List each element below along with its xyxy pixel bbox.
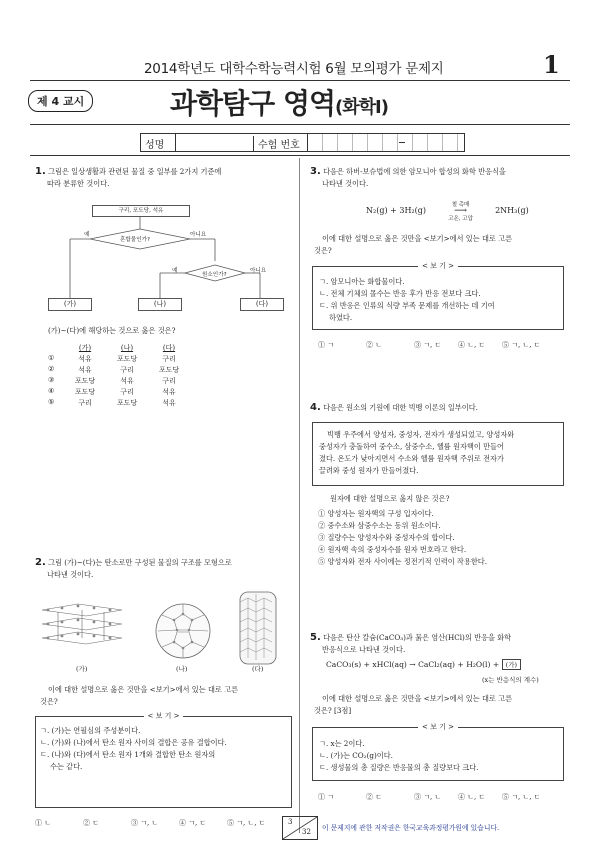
q1-text-line1: 그림은 일상생활과 관련된 물질 중 일부를 2가지 기준에 xyxy=(48,167,222,176)
q3-bogi-item: ㄱ. 암모니아는 화합물이다. xyxy=(319,277,405,286)
q1-cell: 포도당 xyxy=(158,366,180,374)
q1-answer-table xyxy=(48,343,190,409)
q5-text-line2: 반응식으로 나타낸 것이다. xyxy=(322,645,406,654)
q4-option-1[interactable]: ① 양성자는 원자핵의 구성 입자이다. xyxy=(318,509,434,518)
question-5 xyxy=(310,632,568,656)
q1-cell: 구리 xyxy=(162,355,176,363)
q1-cell: 석유 xyxy=(120,377,134,385)
exam-number-label: 수험 번호 xyxy=(253,136,300,151)
q1-flow-yes: 예 xyxy=(84,232,90,238)
q4-option-2[interactable]: ② 중수소와 삼중수소는 동위 원소이다. xyxy=(318,521,441,530)
question-2 xyxy=(35,557,293,581)
page-number-box xyxy=(282,816,318,840)
q1-header-c: (다) xyxy=(162,344,176,352)
q3-text-line1: 다음은 하버-보슈법에 의한 암모니아 합성의 화학 반응식을 xyxy=(323,167,506,176)
q5-bogi-item: ㄷ. 생성물의 총 질량은 반응물의 총 질량보다 크다. xyxy=(319,763,479,772)
q3-question xyxy=(314,233,570,257)
q2-bogi-box xyxy=(35,712,292,808)
q3-choices xyxy=(318,340,558,350)
q3-equation-right: 2NH₃(g) xyxy=(495,206,529,215)
exam-title: 2014학년도 대학수학능력시험 6월 모의평가 문제지 xyxy=(144,61,444,77)
q1-cell: 구리 xyxy=(120,366,134,374)
q5-question-line2: 것은? [3점] xyxy=(314,706,352,715)
q2-bogi-item: ㄷ. (나)와 (다)에서 탄소 원자 1개와 결합한 탄소 원자의 xyxy=(40,750,216,759)
q1-option-row[interactable] xyxy=(48,398,190,409)
q2-bogi-item: ㄴ. (가)와 (나)에서 탄소 원자 사이의 결합은 공유 결합이다. xyxy=(40,738,227,747)
q1-option-row[interactable] xyxy=(48,365,190,376)
q3-bogi-item: ㄷ. 위 반응은 인류의 식량 부족 문제를 개선하는 데 기여 xyxy=(319,301,495,310)
question-4 xyxy=(310,402,568,414)
q4-passage-line: 졌다. 온도가 낮아지면서 수소와 헬륨 원자핵 주위로 전자가 xyxy=(319,454,504,463)
q3-equation xyxy=(366,200,529,222)
header-rule-mid xyxy=(30,124,570,125)
question-1 xyxy=(35,166,290,190)
q1-cell: 석유 xyxy=(162,399,176,407)
q2-fig-b-label: (나) xyxy=(176,665,188,673)
q1-cell: 석유 xyxy=(162,388,176,396)
q2-graphite-figure xyxy=(38,600,126,650)
q1-box-c: (다) xyxy=(240,298,284,311)
q5-bogi-title: < 보 기 > xyxy=(418,722,458,732)
q5-number: 5. xyxy=(310,632,321,643)
q4-passage-line: 중성자가 충돌하여 중수소, 삼중수소, 헬륨 원자핵이 만들어 xyxy=(319,442,504,451)
q1-cell: 포도당 xyxy=(116,355,138,363)
q4-passage-line: 끌려와 중성 원자가 만들어졌다. xyxy=(319,466,419,475)
q5-bogi-item: ㄱ. x는 2이다. xyxy=(319,739,365,748)
q2-choice-5[interactable]: ⑤ ㄱ, ㄴ, ㄷ xyxy=(227,819,266,827)
q3-question-line2: 것은? xyxy=(314,246,332,255)
q1-cell: 포도당 xyxy=(74,377,96,385)
q1-option-row[interactable] xyxy=(48,376,190,387)
q2-number: 2. xyxy=(35,557,46,568)
q3-choice-3[interactable]: ③ ㄱ, ㄷ xyxy=(414,341,442,349)
q3-choice-1[interactable]: ① ㄱ xyxy=(318,341,334,349)
copyright-notice: 이 문제지에 관한 저작권은 한국교육과정평가원에 있습니다. xyxy=(322,824,500,832)
q5-question xyxy=(314,693,570,717)
q1-cell: 포도당 xyxy=(116,399,138,407)
q1-flow-yes2: 예 xyxy=(172,268,178,274)
q1-flow-no2: 아니요 xyxy=(250,268,267,274)
q3-bogi-item: ㄴ. 전체 기체의 몰수는 반응 후가 반응 전보다 크다. xyxy=(319,289,481,298)
q2-choice-2[interactable]: ② ㄷ xyxy=(83,819,99,827)
q1-flow-q1: 혼합물인가? xyxy=(120,237,150,243)
q2-nanotube-figure xyxy=(236,590,280,666)
q2-fig-c-label: (다) xyxy=(252,665,264,673)
q5-choice-4[interactable]: ④ ㄴ, ㄷ xyxy=(458,793,486,801)
q4-text-line1: 다음은 원소의 기원에 대한 빅뱅 이론의 일부이다. xyxy=(323,403,478,412)
q4-option-3[interactable]: ③ 질량수는 양성자수와 중성자수의 합이다. xyxy=(318,533,455,542)
q4-passage-line: 빅뱅 우주에서 양성자, 중성자, 전자가 생성되었고, 양성자와 xyxy=(327,430,515,439)
question-3 xyxy=(310,166,568,190)
q2-choice-1[interactable]: ① ㄴ xyxy=(35,819,51,827)
q5-bogi-item: ㄴ. (가)는 CO₂(g)이다. xyxy=(319,751,393,760)
q4-options xyxy=(318,508,568,568)
q1-option-marker: ② xyxy=(48,365,55,373)
q5-choice-5[interactable]: ⑤ ㄱ, ㄴ, ㄷ xyxy=(502,793,541,801)
q1-option-marker: ⑤ xyxy=(48,398,55,406)
q1-flow-no: 아니요 xyxy=(190,232,207,238)
q5-choices xyxy=(318,792,558,802)
subject-title xyxy=(170,82,388,122)
q1-header-b: (나) xyxy=(120,344,134,352)
q4-option-5[interactable]: ⑤ 양성자와 전자 사이에는 정전기적 인력이 작용한다. xyxy=(318,557,487,566)
exam-number-dash xyxy=(399,142,405,143)
q1-header-a: (가) xyxy=(78,344,92,352)
q4-option-4[interactable]: ④ 원자핵 속의 중성자수를 원자 번호라고 한다. xyxy=(318,545,467,554)
q3-choice-5[interactable]: ⑤ ㄱ, ㄴ, ㄷ xyxy=(502,341,541,349)
name-exam-row xyxy=(140,133,465,152)
q2-fullerene-figure xyxy=(152,600,214,662)
q3-bogi-item: 하였다. xyxy=(329,313,353,322)
q3-equation-arrow: ⟶ xyxy=(454,206,467,216)
q2-choice-3[interactable]: ③ ㄱ, ㄴ xyxy=(131,819,159,827)
q3-equation-above: 철 촉매 xyxy=(451,202,470,208)
q2-bogi-item: ㄱ. (가)는 연필심의 주성분이다. xyxy=(40,726,141,735)
q1-cell: 구리 xyxy=(162,377,176,385)
q3-number: 3. xyxy=(310,166,321,177)
q2-question-line1: 이에 대한 설명으로 옳은 것만을 <보기>에서 있는 대로 고른 xyxy=(48,685,239,694)
q5-question-line1: 이에 대한 설명으로 옳은 것만을 <보기>에서 있는 대로 고른 xyxy=(322,694,513,703)
q1-option-marker: ④ xyxy=(48,387,55,395)
q2-fig-a-label: (가) xyxy=(76,665,88,673)
q5-equation xyxy=(326,659,521,670)
subject-sub: (화학Ⅰ) xyxy=(335,97,388,118)
q4-question: 원자에 대한 설명으로 옳지 않은 것은? xyxy=(330,494,450,503)
header-rule-top xyxy=(30,80,570,81)
q5-bogi-box xyxy=(312,723,564,781)
q5-choice-2[interactable]: ② ㄷ xyxy=(366,793,382,801)
q5-equation-note: (x는 반응식의 계수) xyxy=(482,676,539,684)
subject-main: 과학탐구 영역 xyxy=(170,87,336,120)
q1-box-b: (나) xyxy=(138,298,182,311)
page-number-top: 3 xyxy=(288,818,293,826)
q3-choice-4[interactable]: ④ ㄴ, ㄷ xyxy=(458,341,486,349)
q2-choices xyxy=(35,818,287,828)
name-label: 성명 xyxy=(145,140,165,151)
q3-question-line1: 이에 대한 설명으로 옳은 것만을 <보기>에서 있는 대로 고른 xyxy=(322,234,513,243)
q1-cell: 석유 xyxy=(78,355,92,363)
q4-number: 4. xyxy=(310,402,321,413)
q1-cell: 구리 xyxy=(78,399,92,407)
q2-choice-4[interactable]: ④ ㄱ, ㄷ xyxy=(179,819,207,827)
q5-choice-1[interactable]: ① ㄱ xyxy=(318,793,334,801)
q3-text-line2: 나타낸 것이다. xyxy=(322,179,369,188)
q2-question xyxy=(40,684,296,708)
name-field[interactable] xyxy=(175,134,246,151)
q1-flow-q2: 원소인가? xyxy=(202,272,227,278)
q1-option-row[interactable] xyxy=(48,354,190,365)
q2-bogi-title: < 보 기 > xyxy=(144,711,184,721)
q1-cell: 구리 xyxy=(120,388,134,396)
q2-text-line1: 그림 (가)~(다)는 탄소로만 구성된 물질의 구조를 모형으로 xyxy=(48,558,232,567)
q5-text-line1: 다음은 탄산 칼슘(CaCO₃)과 묽은 염산(HCl)의 반응을 화학 xyxy=(323,633,512,642)
q1-option-row[interactable] xyxy=(48,387,190,398)
page-number-bottom: 32 xyxy=(302,828,311,836)
q1-cell: 포도당 xyxy=(74,388,96,396)
period-label: 제 4 교시 xyxy=(28,90,93,112)
q3-equation-below: 고온, 고압 xyxy=(448,216,473,222)
q5-choice-3[interactable]: ③ ㄱ, ㄴ xyxy=(414,793,442,801)
q1-text-line2: 따라 분류한 것이다. xyxy=(47,179,110,188)
q3-bogi-box xyxy=(312,262,564,330)
q2-bogi-item: 수는 같다. xyxy=(50,762,83,771)
page-type-number: 1 xyxy=(543,50,560,79)
q1-flow-top-box: 구리, 포도당, 석유 xyxy=(92,205,190,217)
column-divider xyxy=(299,158,300,833)
q1-option-marker: ① xyxy=(48,354,55,362)
q1-question: (가)~(다)에 해당하는 것으로 옳은 것은? xyxy=(48,326,176,335)
q1-number: 1. xyxy=(35,166,46,177)
q3-choice-2[interactable]: ② ㄴ xyxy=(366,341,382,349)
q4-passage-box xyxy=(312,422,564,486)
exam-number-field[interactable] xyxy=(307,134,465,151)
q1-option-marker: ③ xyxy=(48,376,55,384)
q1-cell: 석유 xyxy=(78,366,92,374)
q2-question-line2: 것은? xyxy=(40,697,58,706)
q3-equation-left: N₂(g) + 3H₂(g) xyxy=(366,206,426,215)
q1-box-a: (가) xyxy=(48,298,92,311)
q5-equation-box: (가) xyxy=(502,659,521,670)
q3-bogi-title: < 보 기 > xyxy=(418,261,458,271)
q2-text-line2: 나타낸 것이다. xyxy=(47,570,94,579)
q5-equation-text: CaCO₃(s) + xHCl(aq) → CaCl₂(aq) + H₂O(l) + xyxy=(326,660,500,669)
header-rule-bottom xyxy=(30,155,570,156)
